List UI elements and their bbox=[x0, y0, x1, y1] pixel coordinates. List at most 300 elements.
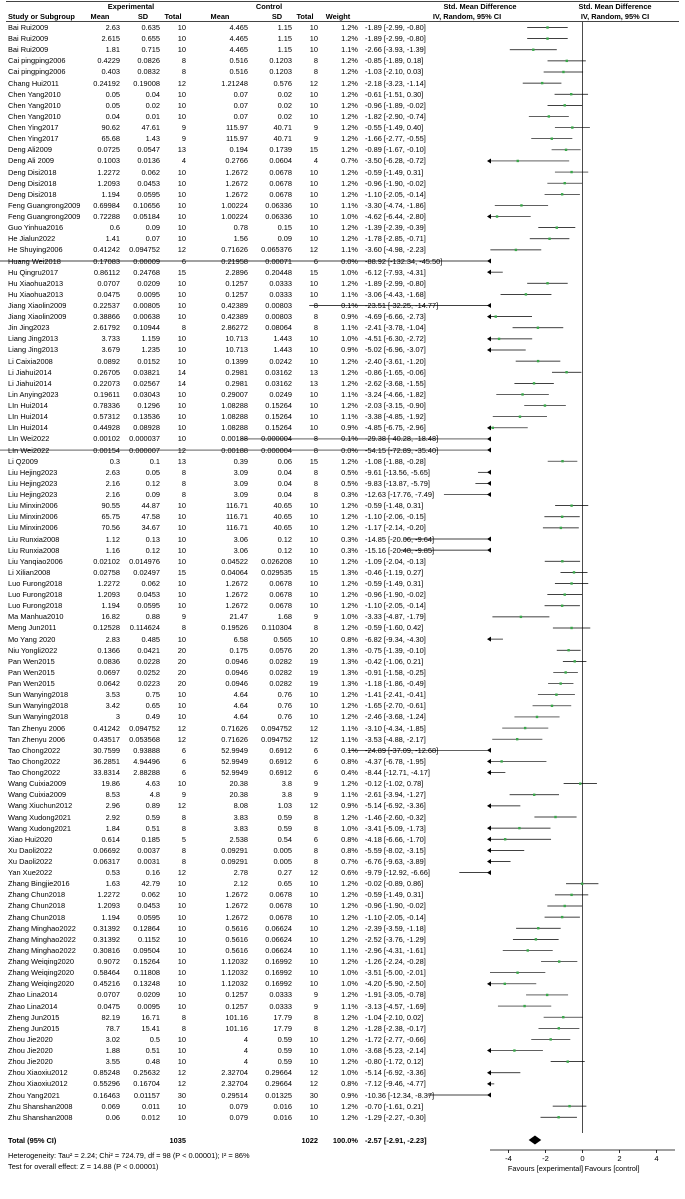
sd-control: 0.0282 bbox=[269, 679, 292, 689]
weight: 1.1% bbox=[341, 723, 358, 733]
study-name: Xu Daoli2022 bbox=[8, 845, 53, 855]
sd-experimental: 1.43 bbox=[145, 134, 160, 144]
weight: 0.8% bbox=[341, 634, 358, 644]
mean-control: 20.38 bbox=[229, 779, 248, 789]
mean-control: 6.58 bbox=[233, 634, 248, 644]
sd-control: 0.6912 bbox=[269, 768, 292, 778]
study-estimate-marker bbox=[516, 738, 518, 740]
sd-experimental: 0.00805 bbox=[133, 301, 160, 310]
smd-ci: -2.39 [-3.59, -1.18] bbox=[365, 923, 426, 933]
smd-ci: -3.33 [-4.87, -1.79] bbox=[365, 612, 426, 622]
sd-experimental: 0.12864 bbox=[133, 923, 160, 933]
ci-arrow-left bbox=[487, 259, 491, 264]
weight: 1.0% bbox=[341, 334, 358, 344]
total-experimental: 10 bbox=[177, 545, 186, 555]
sd-control: 0.576 bbox=[273, 78, 292, 88]
total-experimental: 15 bbox=[177, 267, 186, 277]
study-name: Zhang Weiqing2020 bbox=[8, 979, 75, 989]
total-control: 15 bbox=[309, 567, 318, 577]
total-label: Total (95% CI) bbox=[8, 1136, 57, 1145]
mean-control: 1.2672 bbox=[225, 890, 248, 900]
sd-c-column-header: SD bbox=[271, 12, 283, 21]
total-experimental: 20 bbox=[177, 656, 186, 666]
mean-experimental: 0.0725 bbox=[97, 145, 120, 155]
sd-control: 0.65 bbox=[277, 879, 292, 889]
sd-experimental: 0.09 bbox=[145, 490, 160, 500]
sd-experimental: 0.07 bbox=[145, 234, 160, 244]
mean-control: 4.465 bbox=[229, 45, 248, 55]
total-control: 10 bbox=[309, 45, 318, 55]
x-axis-tick-label: 0 bbox=[580, 1154, 585, 1163]
study-name: Zhou Jie2020 bbox=[8, 1057, 53, 1067]
study-name: Wang Xudong2021 bbox=[8, 823, 72, 833]
sd-experimental: 0.48 bbox=[145, 1057, 160, 1067]
weight: 1.1% bbox=[341, 389, 358, 399]
sd-control: 3.8 bbox=[281, 790, 292, 800]
sd-experimental: 0.03821 bbox=[133, 367, 160, 377]
total-control: 6 bbox=[313, 256, 318, 266]
ci-arrow-left bbox=[487, 1081, 491, 1086]
weight: 1.2% bbox=[341, 100, 358, 110]
sd-experimental: 1.235 bbox=[141, 345, 160, 355]
mean-experimental: 3.679 bbox=[101, 345, 120, 355]
favours-control-label: Favours [control] bbox=[584, 1164, 640, 1173]
smd-ci: -2.03 [-3.15, -0.90] bbox=[365, 401, 426, 411]
study-estimate-marker bbox=[521, 393, 523, 395]
study-estimate-marker bbox=[579, 782, 581, 784]
study-name: Liang Jing2013 bbox=[8, 334, 59, 344]
study-estimate-marker bbox=[556, 226, 558, 228]
weight: 0.9% bbox=[341, 801, 358, 811]
total-control: 13 bbox=[309, 378, 318, 388]
study-name: Zhou Jie2020 bbox=[8, 1034, 53, 1044]
sd-control: 0.15264 bbox=[265, 401, 292, 411]
study-name: Wang Cuixia2009 bbox=[8, 790, 67, 800]
mean-control: 0.2766 bbox=[225, 156, 248, 166]
total-control: 10 bbox=[309, 89, 318, 99]
ci-arrow-left bbox=[487, 981, 491, 986]
total-control: 10 bbox=[309, 212, 318, 222]
sd-experimental: 0.0826 bbox=[137, 56, 160, 66]
study-estimate-marker bbox=[564, 671, 566, 673]
total-experimental: 9 bbox=[181, 134, 186, 144]
study-estimate-marker bbox=[564, 905, 566, 907]
total-control: 12 bbox=[309, 868, 318, 878]
mean-control: 0.079 bbox=[229, 1112, 248, 1122]
mean-control: 4.465 bbox=[229, 23, 248, 32]
sd-experimental: 0.12 bbox=[145, 545, 160, 555]
mean-control: 4 bbox=[243, 1057, 248, 1067]
sd-control: 1.03 bbox=[277, 801, 292, 811]
study-name: Zheng Jun2015 bbox=[8, 1023, 60, 1033]
study-name: Li Jiahui2014 bbox=[8, 367, 52, 377]
mean-experimental: 65.75 bbox=[101, 512, 120, 522]
study-estimate-marker bbox=[536, 716, 538, 718]
weight: 1.0% bbox=[341, 979, 358, 989]
study-estimate-marker bbox=[548, 238, 550, 240]
sd-experimental: 0.0595 bbox=[137, 912, 160, 922]
total-experimental: 12 bbox=[177, 245, 186, 255]
smd-ci: -4.62 [-6.44, -2.80] bbox=[365, 212, 426, 222]
weight-column-header: Weight bbox=[325, 12, 351, 21]
mean-experimental: 0.06317 bbox=[93, 857, 120, 866]
ci-arrow-left bbox=[487, 759, 491, 764]
total-experimental: 10 bbox=[177, 990, 186, 1000]
mean-control: 3.06 bbox=[233, 534, 248, 544]
mean-experimental: 0.0642 bbox=[97, 679, 120, 689]
mean-control: 0.175 bbox=[229, 645, 248, 655]
mean-control: 52.9949 bbox=[221, 768, 248, 778]
study-name: LIn Hui2014 bbox=[8, 412, 48, 422]
total-experimental: 9 bbox=[181, 123, 186, 133]
mean-control: 116.71 bbox=[225, 512, 248, 522]
sd-experimental: 0.635 bbox=[141, 23, 160, 32]
smd-ci: -1.91 [-3.05, -0.78] bbox=[365, 990, 426, 1000]
study-name: Liu Runxia2008 bbox=[8, 534, 60, 544]
mean-control: 0.78 bbox=[233, 223, 248, 233]
weight: 1.3% bbox=[341, 645, 358, 655]
mean-control: 4.64 bbox=[233, 690, 248, 700]
sd-experimental: 0.02 bbox=[145, 100, 160, 110]
ci-arrow-left bbox=[487, 270, 491, 275]
mean-control: 1.2672 bbox=[225, 189, 248, 199]
sd-control: 0.06336 bbox=[265, 200, 292, 210]
study-estimate-marker bbox=[500, 760, 502, 762]
mean-experimental: 0.0707 bbox=[97, 278, 120, 288]
pooled-estimate-diamond bbox=[529, 1136, 542, 1145]
total-experimental: 20 bbox=[177, 679, 186, 689]
mean-experimental: 8.53 bbox=[105, 790, 120, 800]
total-experimental: 6 bbox=[181, 756, 186, 766]
sd-experimental: 1.159 bbox=[141, 334, 160, 344]
sd-experimental: 0.011 bbox=[142, 1101, 160, 1111]
weight: 1.2% bbox=[341, 990, 358, 1000]
mean-experimental: 0.43517 bbox=[93, 734, 120, 744]
total-experimental: 10 bbox=[177, 34, 186, 44]
total-control: 8 bbox=[313, 56, 318, 66]
smd-ci: -3.41 [-5.09, -1.73] bbox=[365, 823, 426, 833]
sd-experimental: 0.03043 bbox=[133, 389, 160, 399]
study-estimate-marker bbox=[532, 49, 534, 51]
sd-control: 0.20448 bbox=[265, 267, 292, 277]
sd-experimental: 44.87 bbox=[141, 501, 160, 511]
total-control: 10 bbox=[309, 100, 318, 110]
sd-experimental: 0.0223 bbox=[137, 679, 160, 689]
smd-ci: -3.13 [-4.57, -1.69] bbox=[365, 1001, 426, 1011]
ci-arrow-left bbox=[487, 1093, 491, 1098]
mean-experimental: 0.16463 bbox=[93, 1090, 120, 1100]
smd-ci: -2.41 [-3.78, -1.04] bbox=[365, 323, 426, 333]
weight: 1.1% bbox=[341, 323, 358, 333]
mean-control: 0.516 bbox=[229, 56, 248, 66]
mean-experimental: 1.81 bbox=[105, 45, 120, 55]
study-estimate-marker bbox=[541, 82, 543, 84]
total-experimental: 10 bbox=[177, 968, 186, 978]
sd-control: 0.01325 bbox=[265, 1090, 292, 1100]
sd-experimental: 0.01 bbox=[145, 111, 160, 121]
sd-experimental: 0.16704 bbox=[133, 1079, 160, 1089]
study-column-header: Study or Subgroup bbox=[8, 12, 75, 21]
mean-experimental: 1.2272 bbox=[97, 579, 120, 588]
total-experimental: 10 bbox=[177, 523, 186, 533]
mean-control: 2.32704 bbox=[221, 1079, 248, 1089]
total-control: 10 bbox=[309, 23, 318, 32]
smd-ci: -1.39 [-2.39, -0.39] bbox=[365, 223, 426, 233]
mean-control: 3.06 bbox=[233, 545, 248, 555]
study-estimate-marker bbox=[565, 371, 567, 373]
total-control: 8 bbox=[313, 434, 318, 444]
study-name: Pan Wen2015 bbox=[8, 667, 55, 677]
smd-ci: -1.10 [-2.05, -0.14] bbox=[365, 189, 426, 199]
weight: 1.2% bbox=[341, 111, 358, 121]
smd-ci: -0.96 [-1.90, -0.02] bbox=[365, 178, 426, 188]
mean-control: 0.07 bbox=[233, 89, 248, 99]
weight: 0.9% bbox=[341, 1090, 358, 1100]
study-name: Chang Hui2011 bbox=[8, 78, 59, 88]
smd-ci: -4.20 [-5.90, -2.50] bbox=[365, 979, 426, 989]
total-control: 10 bbox=[309, 934, 318, 944]
sd-control: 0.0678 bbox=[269, 189, 292, 199]
total-experimental: 6 bbox=[181, 768, 186, 778]
sd-control: 0.6912 bbox=[269, 745, 292, 755]
total-control: 8 bbox=[313, 812, 318, 822]
sd-experimental: 0.0031 bbox=[137, 857, 160, 866]
study-name: Jin Jing2023 bbox=[8, 323, 50, 333]
total-control: 8 bbox=[313, 623, 318, 633]
study-estimate-marker bbox=[495, 315, 497, 317]
sd-control: 0.12 bbox=[277, 534, 292, 544]
weight: 0.1% bbox=[341, 301, 358, 310]
mean-experimental: 0.78336 bbox=[93, 401, 120, 411]
mean-control: 20.38 bbox=[229, 790, 248, 800]
weight: 1.2% bbox=[341, 189, 358, 199]
study-estimate-marker bbox=[555, 694, 557, 696]
total-control: 8 bbox=[313, 67, 318, 77]
smd-ci: -2.62 [-3.68, -1.55] bbox=[365, 378, 426, 388]
smd-ci: -0.46 [-1.19, 0.27] bbox=[365, 567, 424, 577]
weight: 1.2% bbox=[341, 145, 358, 155]
sd-control: 0.0604 bbox=[269, 156, 292, 166]
weight: 1.2% bbox=[341, 690, 358, 700]
total-experimental: 10 bbox=[177, 579, 186, 588]
study-name: Bai Rui2009 bbox=[8, 34, 49, 44]
mean-control: 0.71626 bbox=[221, 734, 248, 744]
ci-arrow-left bbox=[487, 637, 491, 642]
study-estimate-marker bbox=[520, 616, 522, 618]
weight: 1.2% bbox=[341, 356, 358, 366]
smd-ci: -2.46 [-3.68, -1.24] bbox=[365, 712, 426, 722]
sd-control: 0.094752 bbox=[261, 723, 292, 733]
study-name: Lin Anying2023 bbox=[8, 389, 59, 399]
sd-experimental: 0.01157 bbox=[133, 1090, 160, 1100]
mean-control: 0.04522 bbox=[221, 556, 248, 566]
total-control: 10 bbox=[309, 512, 318, 522]
weight: 0.3% bbox=[341, 490, 358, 500]
sd-control: 0.0333 bbox=[269, 1001, 292, 1011]
total-experimental: 10 bbox=[177, 45, 186, 55]
sd-experimental: 34.67 bbox=[141, 523, 160, 533]
mean-control: 0.29007 bbox=[221, 389, 248, 399]
mean-experimental: 0.58464 bbox=[93, 968, 120, 978]
weight: 0.0% bbox=[341, 256, 358, 266]
study-name: Meng Jun2011 bbox=[8, 623, 57, 633]
ci-arrow-left bbox=[487, 470, 491, 475]
weight: 1.2% bbox=[341, 23, 358, 32]
ci-arrow-left bbox=[487, 537, 491, 542]
study-name: Zhao Lina2014 bbox=[8, 1001, 58, 1011]
total-control: 10 bbox=[309, 912, 318, 922]
mean-control: 115.97 bbox=[225, 134, 248, 144]
sd-control: 0.59 bbox=[277, 1057, 292, 1067]
mean-experimental: 3.53 bbox=[105, 690, 120, 700]
study-name: Jiang Xiaolin2009 bbox=[8, 312, 67, 322]
study-name: Deng Disi2018 bbox=[8, 178, 57, 188]
total-control: 19 bbox=[309, 656, 318, 666]
ci-arrow-left bbox=[487, 336, 491, 341]
smd-ci: -0.55 [-1.49, 0.40] bbox=[365, 123, 424, 133]
total-control: 13 bbox=[309, 367, 318, 377]
smd-ci: -0.86 [-1.65, -0.06] bbox=[365, 367, 426, 377]
sd-control: 0.03162 bbox=[265, 367, 292, 377]
sd-experimental: 0.09 bbox=[145, 223, 160, 233]
sd-control: 0.16992 bbox=[265, 979, 292, 989]
total-experimental: 10 bbox=[177, 100, 186, 110]
study-estimate-marker bbox=[564, 182, 566, 184]
total-experimental: 13 bbox=[177, 145, 186, 155]
weight: 0.0% bbox=[341, 445, 358, 455]
sd-experimental: 0.012 bbox=[141, 1112, 160, 1122]
total-control: 10 bbox=[309, 200, 318, 210]
total-control: 9 bbox=[313, 123, 318, 133]
mean-control: 2.12 bbox=[233, 879, 248, 889]
total-e-column-header: Total bbox=[164, 12, 182, 21]
sd-control: 1.443 bbox=[273, 345, 292, 355]
smd-ci: -3.50 [-6.28, -0.72] bbox=[365, 156, 426, 166]
study-estimate-marker bbox=[523, 1005, 525, 1007]
mean-control: 2.86272 bbox=[221, 323, 248, 333]
mean-control: 1.2672 bbox=[225, 912, 248, 922]
sd-control: 0.59 bbox=[277, 812, 292, 822]
mean-control: 0.1257 bbox=[225, 1001, 248, 1011]
mean-control: 115.97 bbox=[225, 123, 248, 133]
weight: 1.1% bbox=[341, 1001, 358, 1011]
mean-control: 1.08288 bbox=[221, 401, 248, 411]
weight: 1.1% bbox=[341, 45, 358, 55]
sd-control: 40.71 bbox=[273, 134, 292, 144]
sd-experimental: 0.014976 bbox=[129, 556, 160, 566]
total-experimental: 8 bbox=[181, 1023, 186, 1033]
weight: 1.1% bbox=[341, 289, 358, 299]
sd-experimental: 0.13 bbox=[145, 534, 160, 544]
study-name: Wang Cuixia2009 bbox=[8, 779, 67, 789]
smd-ci: -2.96 [-4.31, -1.61] bbox=[365, 945, 426, 955]
total-control: 10 bbox=[309, 923, 318, 933]
weight: 1.2% bbox=[341, 378, 358, 388]
smd-ci: -0.59 [-1.60, 0.42] bbox=[365, 623, 424, 633]
sd-experimental: 0.0421 bbox=[137, 645, 160, 655]
study-estimate-marker bbox=[492, 427, 494, 429]
mean-control: 3.83 bbox=[233, 812, 248, 822]
sd-control: 1.443 bbox=[273, 334, 292, 344]
smd-ci: -0.70 [-1.61, 0.21] bbox=[365, 1101, 424, 1111]
weight: 1.2% bbox=[341, 879, 358, 889]
sd-control: 0.0242 bbox=[269, 356, 292, 366]
smd-ci: -6.82 [-9.34, -4.30] bbox=[365, 634, 426, 644]
sd-experimental: 0.0547 bbox=[137, 145, 160, 155]
study-name: Chen Yang2010 bbox=[8, 89, 61, 99]
study-name: Tao Chong2022 bbox=[8, 756, 61, 766]
total-experimental: 6 bbox=[181, 745, 186, 755]
total-experimental: 10 bbox=[177, 701, 186, 711]
smd-ci: -10.36 [-12.34, -8.37] bbox=[365, 1090, 435, 1100]
study-estimate-marker bbox=[544, 404, 546, 406]
total-control: 8 bbox=[313, 323, 318, 333]
sd-experimental: 0.05184 bbox=[133, 212, 160, 222]
study-name: Zhang Chun2018 bbox=[8, 901, 66, 911]
mean-control: 0.5616 bbox=[225, 923, 248, 933]
favours-experimental-label: Favours [experimental] bbox=[507, 1164, 584, 1173]
total-experimental: 10 bbox=[177, 1046, 186, 1056]
sd-control: 0.029535 bbox=[261, 567, 292, 577]
total-experimental: 12 bbox=[177, 1068, 186, 1078]
mean-experimental: 1.63 bbox=[105, 879, 120, 889]
weight: 1.2% bbox=[341, 812, 358, 822]
study-name: LIn Wei2022 bbox=[8, 434, 50, 444]
mean-experimental: 0.86112 bbox=[93, 267, 120, 277]
mean-experimental: 33.8314 bbox=[93, 768, 120, 778]
mean-experimental: 1.88 bbox=[105, 1046, 120, 1056]
smd-ci: -1.03 [-2.10, 0.03] bbox=[365, 67, 424, 77]
sd-experimental: 16.71 bbox=[141, 1012, 160, 1022]
total-experimental: 8 bbox=[181, 823, 186, 833]
total-control: 15 bbox=[309, 145, 318, 155]
smd-ci: -54.15 [-72.89, -35.40] bbox=[365, 445, 439, 455]
mean-experimental: 2.63 bbox=[105, 23, 120, 32]
total-experimental: 14 bbox=[177, 367, 186, 377]
total-experimental: 10 bbox=[177, 434, 186, 444]
total-experimental: 10 bbox=[177, 957, 186, 967]
sd-experimental: 0.0595 bbox=[137, 189, 160, 199]
mean-control: 0.39 bbox=[233, 456, 248, 466]
sd-control: 0.29664 bbox=[265, 1068, 292, 1078]
sd-control: 0.16992 bbox=[265, 968, 292, 978]
overall-effect-text: Test for overall effect: Z = 14.88 (P < 0.00001) bbox=[8, 1162, 159, 1171]
study-name: Cai pingping2006 bbox=[8, 56, 66, 66]
sd-experimental: 0.75 bbox=[145, 690, 160, 700]
total-control: 10 bbox=[309, 1112, 318, 1122]
total-control: 19 bbox=[309, 679, 318, 689]
total-experimental: 10 bbox=[177, 945, 186, 955]
mean-experimental: 0.22537 bbox=[93, 301, 120, 310]
study-estimate-marker bbox=[562, 1016, 564, 1018]
weight: 0.8% bbox=[341, 756, 358, 766]
sd-control: 0.04 bbox=[277, 467, 292, 477]
study-name: Bai Rui2009 bbox=[8, 23, 49, 32]
total-experimental: 10 bbox=[177, 923, 186, 933]
total-control: 20 bbox=[309, 645, 318, 655]
sd-experimental: 0.24768 bbox=[133, 267, 160, 277]
smd-ci: -1.26 [-2.24, -0.28] bbox=[365, 957, 426, 967]
mean-experimental: 82.19 bbox=[101, 1012, 120, 1022]
mean-experimental: 90.55 bbox=[101, 501, 120, 511]
mean-experimental: 0.05 bbox=[105, 89, 120, 99]
total-control: 15 bbox=[309, 456, 318, 466]
mean-experimental: 0.0707 bbox=[97, 990, 120, 1000]
weight: 1.2% bbox=[341, 501, 358, 511]
total-control: 10 bbox=[309, 356, 318, 366]
weight: 1.2% bbox=[341, 223, 358, 233]
total-experimental: 10 bbox=[177, 89, 186, 99]
